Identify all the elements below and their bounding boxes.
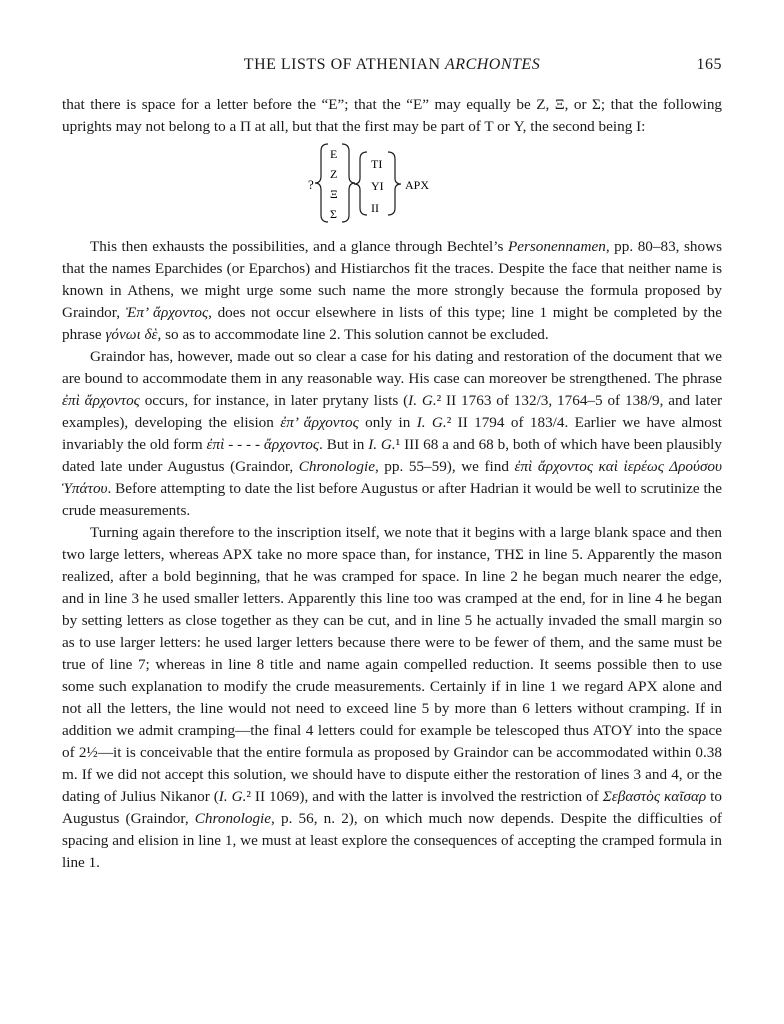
p3-ig: I. G. [218, 788, 247, 805]
p2-ig-2: I. G. [416, 414, 447, 431]
p3-italic-chronologie: Chronologie [194, 810, 272, 827]
diagram-suffix: APX [405, 178, 430, 192]
diagram-col2-letter-1: TI [371, 157, 383, 171]
p2-text-1: Graindor has, however, made out so clear a case for his dating and restoration of the document that we are bound to accommodate them in any reasonable way. His case can moreover be strengthened. The phrase [62, 348, 722, 387]
diagram-col2-letter-3: II [371, 201, 379, 215]
p1-text-3: , does not occur elsewhere in lists of this type; line 1 might be completed by the phrase [62, 304, 722, 343]
p3-text-4: , p. 56, n. 2), on which much now depends. Despite the difficulties of spacing and elision in line 1, we must at least explore the consequences of accepting the cramped formula in line 1. [62, 810, 722, 871]
brace-right-col2 [388, 152, 401, 215]
intro-paragraph [62, 94, 722, 138]
p2-ig-3: I. G. [368, 436, 396, 453]
running-title [62, 56, 722, 74]
intro-line-2: that the following uprights may not belong to a Π at all, but that the first may be part [62, 96, 723, 135]
p3-text-3: to Augustus (Graindor, [62, 788, 722, 827]
intro-line-3: of T or Υ, the second being I: [468, 118, 646, 135]
running-title-text: THE LISTS OF ATHENIAN [243, 56, 446, 73]
p3-greek-sebastos: Σεβαστὸς καῖσαρ [602, 788, 707, 805]
diagram-question-mark: ? [308, 177, 314, 192]
letter-diagram-svg [62, 140, 722, 226]
p3-text-2: ² II 1069), and with the latter is involved the restriction of [246, 788, 603, 805]
letter-diagram [62, 140, 722, 226]
p2-text-2: occurs, for instance, in later prytany lists ( [139, 392, 409, 409]
diagram-col1-letter-1: E [330, 147, 338, 161]
p2-text-5: ² II 1794 of 183/4. Earlier we have almost invariably the old form [62, 414, 722, 453]
p1-italic-personennamen: Personennamen [507, 238, 606, 255]
body-text [62, 94, 722, 874]
intro-line-1: that there is space for a letter before the “E”; that the “E” may equally be Z, Ξ, or Σ; [62, 96, 606, 113]
paragraph-2 [62, 346, 722, 522]
p2-text-7: ¹ III 68 a and 68 b, both of which have been plausibly dated late under Augustus (Graindor, [62, 436, 722, 475]
p2-text-8: , pp. 55–59), we find [374, 458, 515, 475]
p2-text-3: ² II 1763 of 132/3, 1764–5 of 138/9, and later examples), developing the elision [62, 392, 722, 431]
p2-greek-4: ἐπὶ ἄρχοντος καὶ ἱερέως Δρούσου Ὑπάτου [62, 458, 722, 497]
p3-text-1: Turning again therefore to the inscription itself, we note that it begins with a large blank space and then two large letters, whereas APX take no more space than, for instance, ΤΗΣ in line 5. Apparently the mason realized, after a bold beginning, that he was cramped for space. In line 2 he began much nearer the edge, and in line 3 he used smaller letters. Apparently this line too was cramped at the end, for in line 4 he began by setting letters as close together as they can be cut, and in line 5 he actually invaded the small margin so as to use larger letters: he used larger letters because there were to be fewer of them, and the same must be true of line 7; whereas in line 8 title and name again compelled reduction. It seems possible then to use some such explanation to modify the crude measurements. Certainly if in line 1 we regard APX alone and not all the letters, the line would not need to exceed line 5 by more than 6 letters without cramping. If in addition we admit cramping—the final 4 letters could for example be telescoped thus ATOΥ into the space of 2½—it is conceivable that the entire formula as proposed by Graindor can be accommodated within 0.38 m. If we did not accept this solution, we should have to dispute either the restoration of lines 3 and 4, or the dating of Julius Nikanor ( [62, 524, 722, 805]
page [62, 56, 722, 874]
p2-text-6: . But in [319, 436, 369, 453]
page-number: 165 [696, 56, 722, 73]
p1-greek-ep-archontos: Ἐπ’ ἄρχοντος [125, 304, 209, 321]
running-header [62, 56, 722, 78]
p1-greek-gonoi-de: γόνωι δὲ [105, 326, 158, 343]
brace-left-col2 [354, 152, 367, 215]
diagram-col1-letter-2: Z [330, 167, 338, 181]
brace-right-col1 [342, 144, 355, 222]
brace-left-col1 [315, 144, 328, 222]
p1-text-4: , so as to accommodate line 2. This solution cannot be excluded. [157, 326, 549, 343]
p2-text-4: only in [358, 414, 417, 431]
p2-greek-3: ἐπὶ - - - - ἄρχοντος [206, 436, 320, 453]
p2-greek-2: ἐπ’ ἄρχοντος [280, 414, 359, 431]
diagram-col1-letter-3: Ξ [330, 187, 338, 201]
diagram-col2-letter-2: ΥI [371, 179, 384, 193]
paragraph-1 [62, 236, 722, 346]
diagram-col1-letter-4: Σ [330, 207, 337, 221]
paragraph-3 [62, 522, 722, 874]
p2-italic-chronologie: Chronologie [298, 458, 375, 475]
p2-greek-1: ἐπὶ ἄρχοντος [62, 392, 140, 409]
p1-text-1: This then exhausts the possibilities, and a glance through Bechtel’s [90, 238, 508, 255]
p2-text-9: . Before attempting to date the list before Augustus or after Hadrian it would be well to scrutinize the crude measurements. [62, 480, 722, 519]
p1-text-2: , pp. 80–83, shows that the names Eparchides (or Eparchos) and Histiarchos fit the traces. Despite the face that neither name is known in Athens, we might urge some such name the more strongly because the formula proposed by Graindor, [62, 238, 722, 321]
running-title-italic: ARCHONTES [445, 56, 541, 73]
p2-ig-1: I. G. [408, 392, 437, 409]
